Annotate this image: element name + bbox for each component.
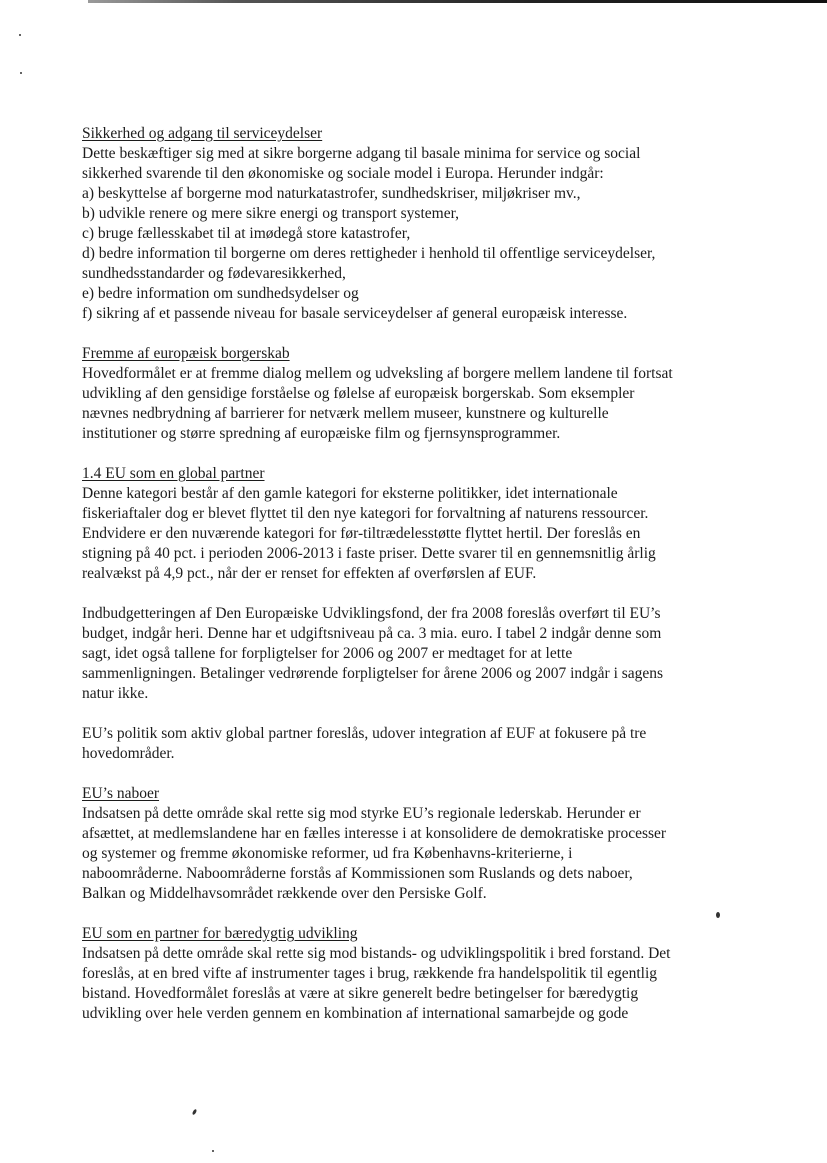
section-global-partner xyxy=(82,464,747,584)
text-line: sagt, idet også tallene for forpligtelser for 2006 og 2007 er medtaget for at lette xyxy=(82,645,573,662)
text-line: stigning på 40 pct. i perioden 2006-2013 i faste priser. Dette svarer til en gennemsnitlig årlig xyxy=(82,545,656,562)
section-security-services xyxy=(82,124,747,324)
scan-top-edge xyxy=(88,0,827,3)
scan-speck xyxy=(19,34,21,36)
section-heading: 1.4 EU som en global partner xyxy=(82,465,265,482)
section-heading: Sikkerhed og adgang til serviceydelser xyxy=(82,125,323,142)
text-line: Hovedformålet er at fremme dialog mellem og udveksling af borgere mellem landene til fortsat xyxy=(82,365,673,382)
text-line: a) beskyttelse af borgerne mod naturkatastrofer, sundhedskriser, miljøkriser mv., xyxy=(82,185,581,202)
text-line: udvikling over hele verden gennem en kombination af international samarbejde og gode xyxy=(82,1005,629,1022)
text-line: udvikling af den gensidige forståelse og følelse af europæisk borgerskab. Som eksempler xyxy=(82,385,635,402)
document-body xyxy=(82,124,747,1024)
text-line: Indbudgetteringen af Den Europæiske Udviklingsfond, der fra 2008 foreslås overført til EU’s xyxy=(82,605,661,622)
section-heading: EU som en partner for bæredygtig udvikling xyxy=(82,925,358,942)
text-line: EU’s politik som aktiv global partner foreslås, udover integration af EUF at fokusere på tre xyxy=(82,725,647,742)
section-heading: EU’s naboer xyxy=(82,785,160,802)
text-line: c) bruge fællesskabet til at imødegå store katastrofer, xyxy=(82,225,411,242)
text-line: bistand. Hovedformålet foreslås at være at sikre generelt bedre betingelser for bæredygtig xyxy=(82,985,639,1002)
text-line: nævnes nedbrydning af barrierer for netværk mellem museer, kunstnere og kulturelle xyxy=(82,405,609,422)
text-line: og systemer og fremme økonomiske reformer, ud fra Københavns-kriterierne, i xyxy=(82,845,573,862)
scan-speck xyxy=(20,72,22,74)
text-line: institutioner og større spredning af europæiske film og fjernsynsprogrammer. xyxy=(82,425,561,442)
section-heading: Fremme af europæisk borgerskab xyxy=(82,345,290,362)
text-line: foreslås, at en bred vifte af instrumenter tages i brug, rækkende fra handelspolitik til egentlig xyxy=(82,965,658,982)
text-line: Denne kategori består af den gamle kategori for eksterne politikker, idet internationale xyxy=(82,485,618,502)
scan-speck xyxy=(192,1109,198,1116)
text-line: natur ikke. xyxy=(82,685,149,702)
text-line: Endvidere er den nuværende kategori for før-tiltrædelesstøtte flyttet hertil. Der foreslås en xyxy=(82,525,641,542)
text-line: Dette beskæftiger sig med at sikre borgerne adgang til basale minima for service og social xyxy=(82,145,641,162)
text-line: e) bedre information om sundhedsydelser og xyxy=(82,285,359,302)
text-line: hovedområder. xyxy=(82,745,175,762)
text-line: sikkerhed svarende til den økonomiske og sociale model i Europa. Herunder indgår: xyxy=(82,165,604,182)
text-line: f) sikring af et passende niveau for basale serviceydelser af general europæisk interesse. xyxy=(82,305,628,322)
section-sustainable-development xyxy=(82,924,747,1024)
text-line: Indsatsen på dette område skal rette sig mod bistands- og udviklingspolitik i bred forstand. Det xyxy=(82,945,671,962)
text-line: naboområderne. Naboområderne forstås af Kommissionen som Ruslands og dets naboer, xyxy=(82,865,633,882)
text-line: b) udvikle renere og mere sikre energi og transport systemer, xyxy=(82,205,459,222)
text-line: sundhedsstandarder og fødevaresikkerhed, xyxy=(82,265,346,282)
text-line: d) bedre information til borgerne om deres rettigheder i henhold til offentlige serviceydelser, xyxy=(82,245,656,262)
scan-speck xyxy=(212,1150,214,1152)
paragraph-development-fund xyxy=(82,604,747,704)
text-line: realvækst på 4,9 pct., når der er renset for effekten af overførslen af EUF. xyxy=(82,565,537,582)
text-line: fiskeriaftaler dog er blevet flyttet til den nye kategori for forvaltning af naturens ressourcer. xyxy=(82,505,649,522)
section-eu-neighbours xyxy=(82,784,747,904)
text-line: Balkan og Middelhavsområdet rækkende over den Persiske Golf. xyxy=(82,885,487,902)
text-line: sammenligningen. Betalinger vedrørende forpligtelser for årene 2006 og 2007 indgår i sagens xyxy=(82,665,664,682)
text-line: Indsatsen på dette område skal rette sig mod styrke EU’s regionale lederskab. Herunder er xyxy=(82,805,641,822)
text-line: afsættet, at medlemslandene har en fælles interesse i at konsolidere de demokratiske processer xyxy=(82,825,667,842)
text-line: budget, indgår heri. Denne har et udgiftsniveau på ca. 3 mia. euro. I tabel 2 indgår denne som xyxy=(82,625,662,642)
paragraph-focus-areas xyxy=(82,724,747,764)
section-european-citizenship xyxy=(82,344,747,444)
